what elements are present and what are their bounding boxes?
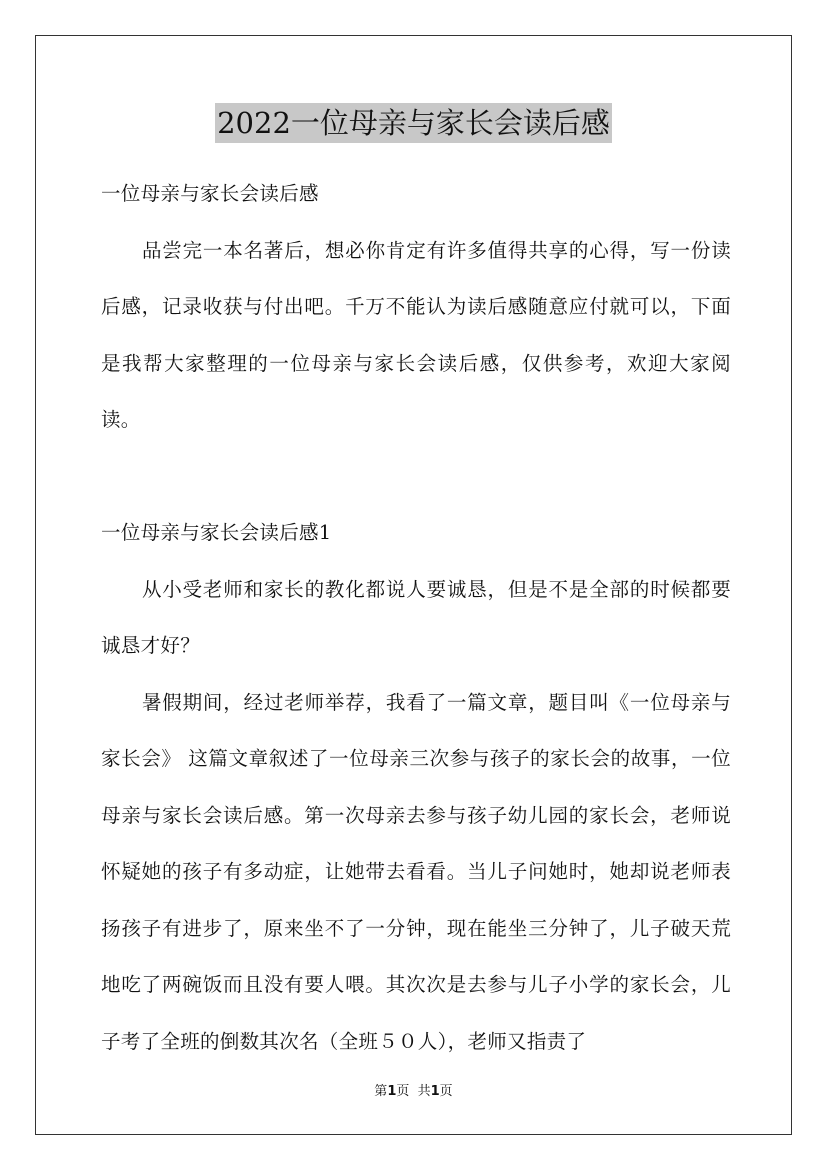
subtitle-heading: 一位母亲与家长会读后感 <box>101 182 319 205</box>
footer-page-prefix: 第 <box>374 1084 388 1099</box>
footer-page-suffix: 页 <box>439 1084 453 1099</box>
paragraph-spacer <box>101 449 731 506</box>
page-footer <box>0 1084 827 1100</box>
footer-page-number: 1 <box>387 1084 397 1099</box>
title-container <box>0 103 827 143</box>
intro-paragraph: 品尝完一本名著后，想必你肯定有许多值得共享的心得，写一份读后感，记录收获与付出吧。千万不能认为读后感随意应付就可以，下面是我帮大家整理的一位母亲与家长会读后感，仅供参考，欢迎大家阅读。 <box>101 238 731 431</box>
body-paragraph: 暑假期间，经过老师举荐，我看了一篇文章，题目叫《一位母亲与家长会》 这篇文章叙述了一位母亲三次参与孩子的家长会的故事，一位母亲与家长会读后感。第一次母亲去参与孩子幼儿园的家长会，老师说怀疑她的孩子有多动症，让她带去看看。当儿子问她时，她却说老师表扬孩子有进步了，原来坐不了一分钟，现在能坐三分钟了，儿子破天荒地吃了两碗饭而且没有要人喂。其次次是去参与儿子小学的家长会，儿子考了全班的倒数其次名（全班５０人），老师又指责了 <box>101 690 731 1053</box>
body-paragraph: 从小受老师和家长的教化都说人要诚恳，但是不是全部的时候都要诚恳才好？ <box>101 577 731 657</box>
document-title: 2022一位母亲与家长会读后感 <box>215 103 612 143</box>
footer-page-mid: 页 共 <box>396 1084 431 1099</box>
section-heading: 一位母亲与家长会读后感1 <box>101 521 332 544</box>
footer-page-total: 1 <box>430 1084 440 1099</box>
document-body <box>101 166 731 1070</box>
